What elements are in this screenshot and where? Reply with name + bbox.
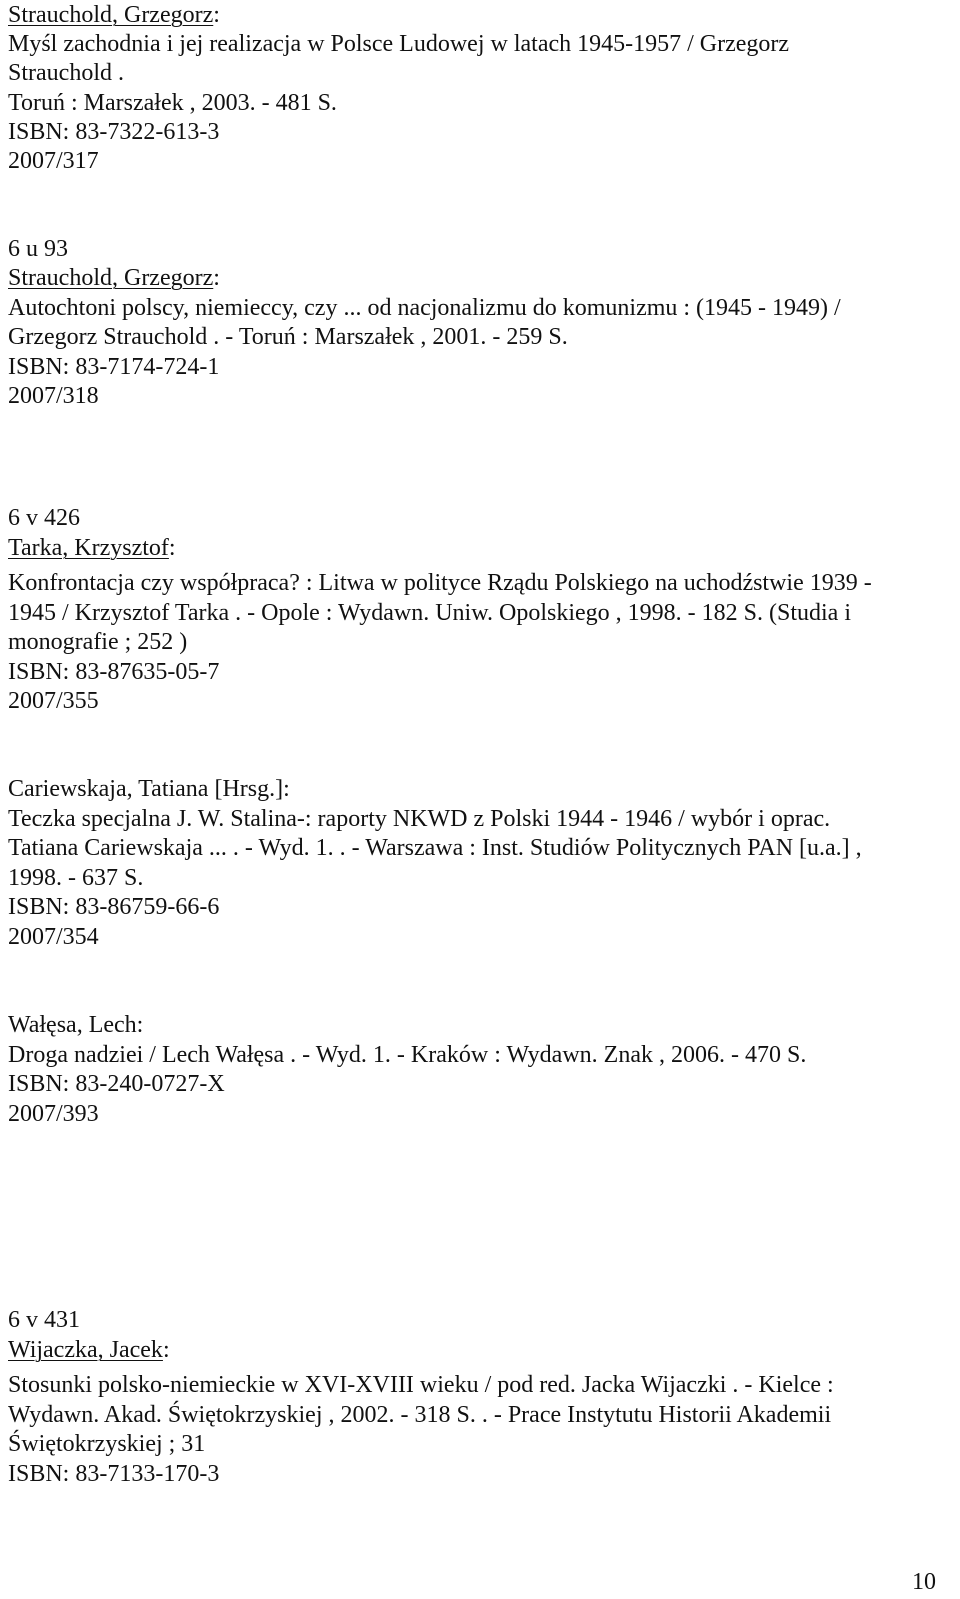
isbn-line: ISBN: 83-7133-170-3 [8, 1461, 220, 1487]
shelf-code: 6 u 93 [8, 236, 68, 262]
title-line: 1945 / Krzysztof Tarka . - Opole : Wydawn. Uniw. Opolskiego , 1998. - 182 S. (Studia i [8, 600, 851, 626]
title-line: Konfrontacja czy współpraca? : Litwa w polityce Rządu Polskiego na uchodźstwie 1939 - [8, 570, 872, 596]
author-name: Tarka, Krzysztof [8, 535, 169, 561]
accession-number: 2007/318 [8, 383, 99, 409]
isbn-line: ISBN: 83-86759-66-6 [8, 894, 220, 920]
author-name: Strauchold, Grzegorz [8, 265, 214, 291]
author-line: Wijaczka, Jacek: [8, 1337, 170, 1363]
author-line: Cariewskaja, Tatiana [Hrsg.]: [8, 776, 290, 802]
author-line: Tarka, Krzysztof: [8, 535, 176, 561]
imprint-line: 1998. - 637 S. [8, 865, 144, 891]
author-name: Cariewskaja, Tatiana [Hrsg.] [8, 776, 284, 802]
isbn-line: ISBN: 83-7174-724-1 [8, 354, 220, 380]
imprint-line: Toruń : Marszałek , 2003. - 481 S. [8, 90, 337, 116]
shelf-code: 6 v 426 [8, 505, 80, 531]
accession-number: 2007/317 [8, 148, 99, 174]
title-line: Autochtoni polscy, niemieccy, czy ... od nacjonalizmu do komunizmu : (1945 - 1949) / [8, 295, 841, 321]
author-line: Wałęsa, Lech: [8, 1012, 144, 1038]
title-line: Myśl zachodnia i jej realizacja w Polsce Ludowej w latach 1945-1957 / Grzegorz [8, 31, 790, 57]
isbn-line: ISBN: 83-7322-613-3 [8, 119, 220, 145]
title-line: Wydawn. Akad. Świętokrzyskiej , 2002. - 318 S. . - Prace Instytutu Historii Akademii [8, 1402, 832, 1428]
author-name: Wałęsa, Lech [8, 1012, 137, 1038]
title-line: Teczka specjalna J. W. Stalina-: raporty NKWD z Polski 1944 - 1946 / wybór i oprac. [8, 806, 831, 832]
title-line: Stosunki polsko-niemieckie w XVI-XVIII wieku / pod red. Jacka Wijaczki . - Kielce : [8, 1372, 834, 1398]
isbn-line: ISBN: 83-240-0727-X [8, 1071, 225, 1097]
title-line: Grzegorz Strauchold . - Toruń : Marszałek , 2001. - 259 S. [8, 324, 568, 350]
title-line: Strauchold . [8, 60, 124, 86]
author-line: Strauchold, Grzegorz: [8, 2, 220, 28]
series-line: monografie ; 252 ) [8, 629, 188, 655]
accession-number: 2007/355 [8, 688, 99, 714]
accession-number: 2007/393 [8, 1101, 99, 1127]
page-number: 10 [912, 1569, 936, 1595]
isbn-line: ISBN: 83-87635-05-7 [8, 659, 220, 685]
author-name: Wijaczka, Jacek [8, 1337, 163, 1363]
author-name: Strauchold, Grzegorz [8, 2, 214, 28]
author-line: Strauchold, Grzegorz: [8, 265, 220, 291]
shelf-code: 6 v 431 [8, 1307, 80, 1333]
series-line: Świętokrzyskiej ; 31 [8, 1431, 206, 1457]
title-line: Droga nadziei / Lech Wałęsa . - Wyd. 1. - Kraków : Wydawn. Znak , 2006. - 470 S. [8, 1042, 807, 1068]
title-line: Tatiana Cariewskaja ... . - Wyd. 1. . - Warszawa : Inst. Studiów Politycznych PAN [u.a.] , [8, 835, 862, 861]
accession-number: 2007/354 [8, 924, 99, 950]
